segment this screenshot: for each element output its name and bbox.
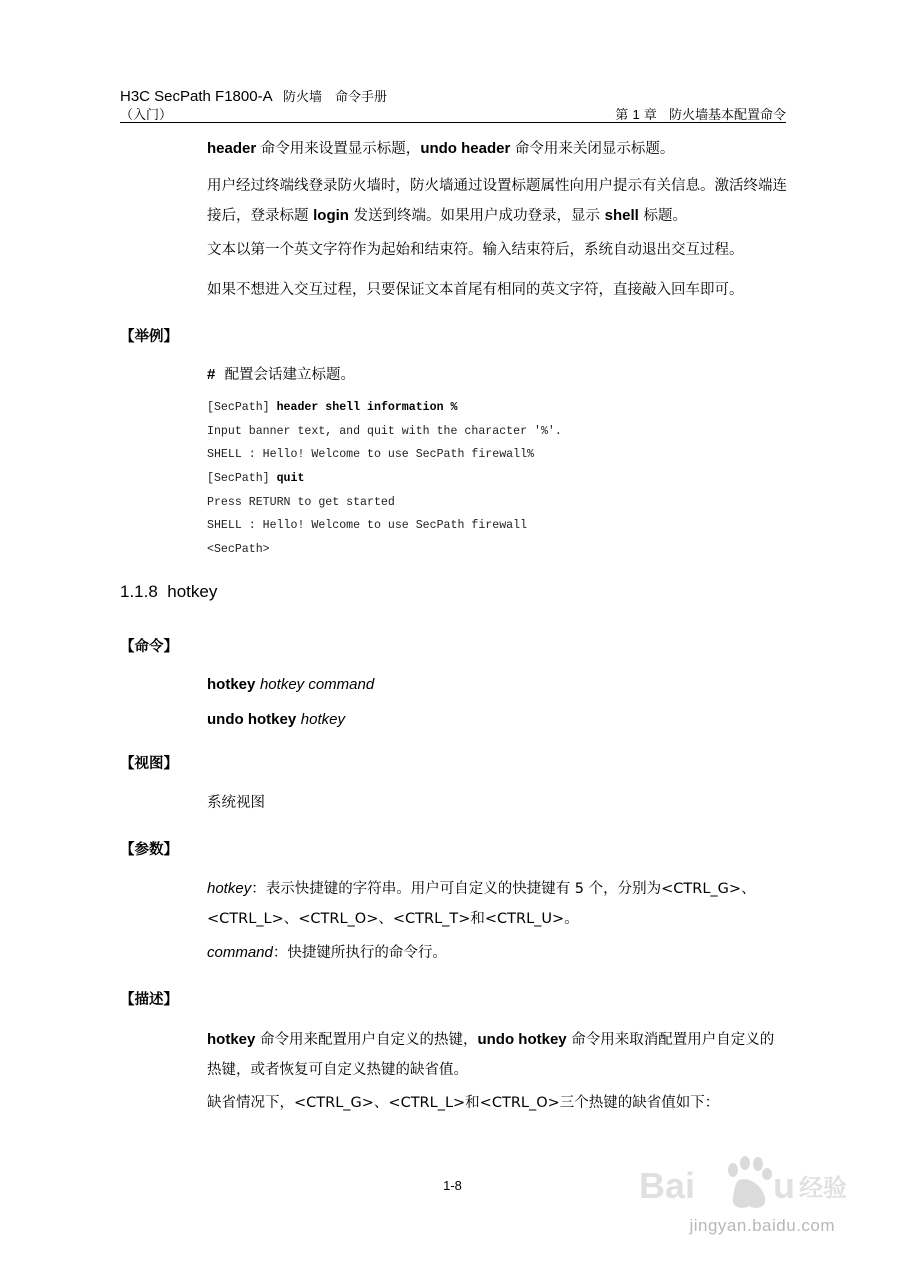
page-number: 1-8 [443,1178,462,1193]
section-title: hotkey [167,582,218,601]
cmd-hotkey: hotkey [207,1031,256,1048]
header-rule [120,122,786,123]
description-paragraph-2: 缺省情况下，<CTRL_G>、<CTRL_L>和<CTRL_O>三个热键的缺省值如下： [207,1095,720,1111]
intro-paragraph-4: 如果不想进入交互过程，只要保证文本首尾有相同的英文字符，直接敲入回车即可。 [207,282,744,298]
code-command: header shell information % [276,401,458,414]
param-name: hotkey [207,880,252,897]
code-line-6 [207,519,527,532]
chapter-number: 1 [632,107,640,122]
view-text: 系统视图 [207,795,265,811]
intro-paragraph-1 [207,134,787,164]
text: 用户经过终端线登录防火墙时，防火墙通过设置标题属性向用户提示有关信息。激活终端连接后，登录标题 [207,178,787,224]
chapter-suffix: 章 [643,108,657,123]
code-text: [SecPath] [207,401,277,414]
header-doc-name: 防火墙 命令手册 [283,90,388,105]
svg-text:u: u [773,1165,795,1206]
param-name: command [207,944,273,961]
code-text: SHELL : Hello! Welcome to use SecPath firewall [207,519,528,532]
code-line-1 [207,401,457,414]
svg-text:经验: 经验 [799,1174,847,1202]
section-number: 1.1.8 [120,582,158,601]
header-product-line [120,86,387,105]
code-text: <SecPath> [207,543,270,556]
code-line-7 [207,543,270,556]
svg-text:Bai: Bai [639,1165,696,1206]
code-text: [SecPath] [207,472,277,485]
cmd-login: login [313,207,349,224]
text: 命令用来设置显示标题， [256,141,421,157]
cmd-args: hotkey [300,711,345,728]
code-text: Input banner text, and quit with the character '%'. [207,425,562,438]
hash-mark: # [207,366,216,383]
text: 发送到终端。如果用户成功登录，显示 [348,208,605,224]
param-desc: ：表示快捷键的字符串。用户可自定义的快捷键有 5 个，分别为<CTRL_G>、<CTRL_L>、<CTRL_O>、<CTRL_T>和<CTRL_U>。 [207,881,756,927]
code-command: quit [276,472,305,485]
header-product: H3C SecPath F1800-A [120,88,273,105]
param-hotkey [207,874,787,934]
watermark-url: jingyan.baidu.com [689,1216,835,1235]
comment-text: 配置会话建立标题。 [224,367,356,383]
cmd-args: hotkey command [259,676,375,693]
text: 命令用来关闭显示标题。 [510,141,675,157]
params-tag: 【参数】 [120,842,178,858]
param-command [207,938,787,968]
text: 命令用来取消配置用户自定义的热键，或者恢复可自定义热键的缺省值。 [207,1032,775,1078]
example-tag: 【举例】 [120,329,178,345]
header-chapter [615,104,786,123]
description-tag: 【描述】 [120,992,178,1008]
example-comment [207,360,787,390]
code-line-5 [207,496,395,509]
section-heading [120,582,217,602]
code-text: Press RETURN to get started [207,496,395,509]
code-line-3 [207,448,534,461]
cmd-header: header [207,140,257,157]
cmd-undo-header: undo header [420,140,511,157]
command-line-1 [207,670,787,700]
cmd-undo-hotkey: undo hotkey [477,1031,567,1048]
cmd-undo-hotkey: undo hotkey [207,711,297,728]
cmd-shell: shell [604,207,639,224]
description-paragraph-1 [207,1025,787,1085]
text: 标题。 [638,208,687,224]
code-text: SHELL : Hello! Welcome to use SecPath firewall% [207,448,534,461]
intro-paragraph-2 [207,171,787,231]
view-tag: 【视图】 [120,756,178,772]
text: 命令用来配置用户自定义的热键， [255,1032,478,1048]
command-tag: 【命令】 [120,639,178,655]
cmd-hotkey: hotkey [207,676,256,693]
header-part: （入门） [120,108,173,123]
intro-paragraph-3: 文本以第一个英文字符作为起始和结束符。输入结束符后，系统自动退出交互过程。 [207,242,744,258]
code-line-2 [207,425,562,438]
chapter-prefix: 第 [615,108,629,123]
chapter-title: 防火墙基本配置命令 [668,108,786,123]
code-line-4 [207,472,304,485]
param-desc: ：快捷键所执行的命令行。 [272,945,447,961]
command-line-2 [207,705,787,735]
